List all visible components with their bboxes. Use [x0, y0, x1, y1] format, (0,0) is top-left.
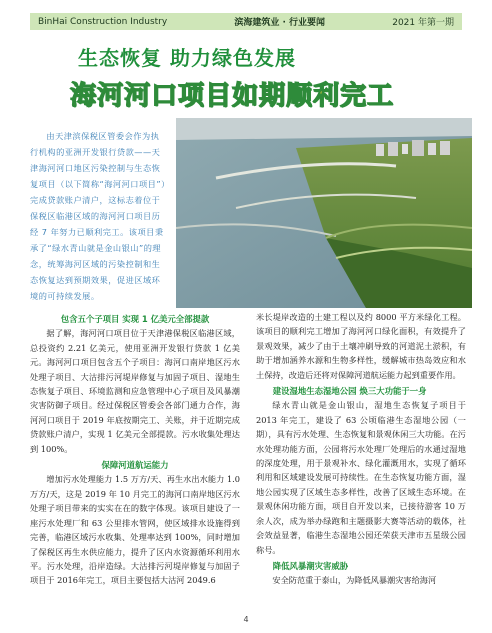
- section-heading-wetland: 建设湿地生态湿地公园 焕三大功能于一身: [272, 386, 427, 397]
- paragraph-sewage: 增加污水处理能力 1.5 万方/天、再生水出水能力 1.0 万方/天，这是 2019 年 10 月完工的海河口南岸地区污水处理子项目带来的实实在在的数字体现。该项目建设了一座污水处理厂和 63 公里排水管网，使区域排水设施得到完善，临港区域污水收集、处理率达到 100%，同时增加了保税区再生水供应能力，提升了区内水资源循环利用水平。污水处理，沿岸造绿。大沽排污河堤岸修复与加固子项目于 2016年完工，项目主要包括大沽河 2049.6: [30, 474, 240, 586]
- paragraph-storm-surge: 安全防范重于泰山，为降低风暴潮灾害给海河: [272, 575, 437, 586]
- article-intro: 由天津滨保税区管委会作为执行机构的亚洲开发银行贷款——天津海河河口地区污染控制与生态恢复项目（以下简称“海河河口项目”）完成贷款账户清户，这标志着位于保税区临港区域的海河河口项目历经 7 年努力已顺利完工。该项目秉承了“绿水青山就是金山银山”的理念，统筹海河区域的污染控制和生态恢复达到预期效果，促进区域环境的可持续发展。: [30, 131, 166, 301]
- header-issue: 2021 年第一期: [392, 18, 454, 28]
- header-section-title: 滨海建筑业 · 行业要闻: [234, 18, 326, 28]
- article-left-column: [30, 310, 240, 588]
- aerial-photo: [176, 118, 472, 308]
- article-right-column: [256, 310, 466, 588]
- article-title-block: [70, 42, 470, 112]
- section-heading-subprojects: 包含五个子项目 实现 1 亿美元全部提款: [60, 314, 210, 324]
- page-header: [30, 13, 462, 30]
- article-title-line2: 海河河口项目如期顺利完工: [70, 81, 395, 111]
- paragraph-subprojects: 据了解，海河河口项目位于天津港保税区临港区域，总投资约 2.21 亿美元，使用亚洲开发银行贷款 1 亿美元。海河河口项目包含五个子项目：海河口南岸地区污水处理子项目、大沽排污河堤岸修复与加固子项目、湿地生态恢复子项目、环境监测和应急管理中心子项目及风暴潮灾害防御子项目。经过保税区管委会各部门通力合作，海河河口项目于 2019 年底按期完工、关账，并于近期完成贷款账户清户，实现 1 亿美元全部提款。污水收集处理达到 100%。: [30, 328, 240, 454]
- aerial-photo-image: [176, 118, 472, 308]
- header-publication-name: BinHai Construction Industry: [38, 16, 168, 27]
- page-number: 4: [243, 615, 249, 624]
- section-heading-storm-surge: 降低风暴潮灾害威胁: [272, 560, 349, 571]
- section-heading-navigation: 保障河道航运能力: [101, 460, 169, 471]
- paragraph-wetland: 绿水青山就是金山银山，湿地生态恢复子项目于 2013 年完工，建设了 63 公顷临港生态湿地公园（一期），具有污水处理、生态恢复和景观休闲三大功能。在污水处理功能方面，公园将污水处理厂处理后的水通过湿地的深度处理，用于景观补水、绿化灌溉用水，实现了循环利用和区域建设发展可持续性。在生态恢复功能方面，湿地公园实现了区域生态多样性，改善了区域生态环境。在景观休闲功能方面，项目自开发以来，已接待游客 10 万余人次，成为举办绿跑和主题摄影大赛等活动的载体，社会效益显著，临港生态湿地公园还荣获天津市五星级公园称号。: [256, 400, 466, 555]
- article-title-line1: 生态恢复 助力绿色发展: [78, 46, 296, 70]
- paragraph-embankment: 米长堤岸改造的土建工程以及约 8000 平方米绿化工程。该项目的顺利完工增加了海河河口绿化面积，有效提升了景观效果，减少了由于土壤冲刷导致的河道泥土淤积，有助于增加涵养水源和生物多样性，缓解城市热岛效应和水土保持，改造后还将对保障河道航运能力起到重要作用。: [256, 312, 466, 380]
